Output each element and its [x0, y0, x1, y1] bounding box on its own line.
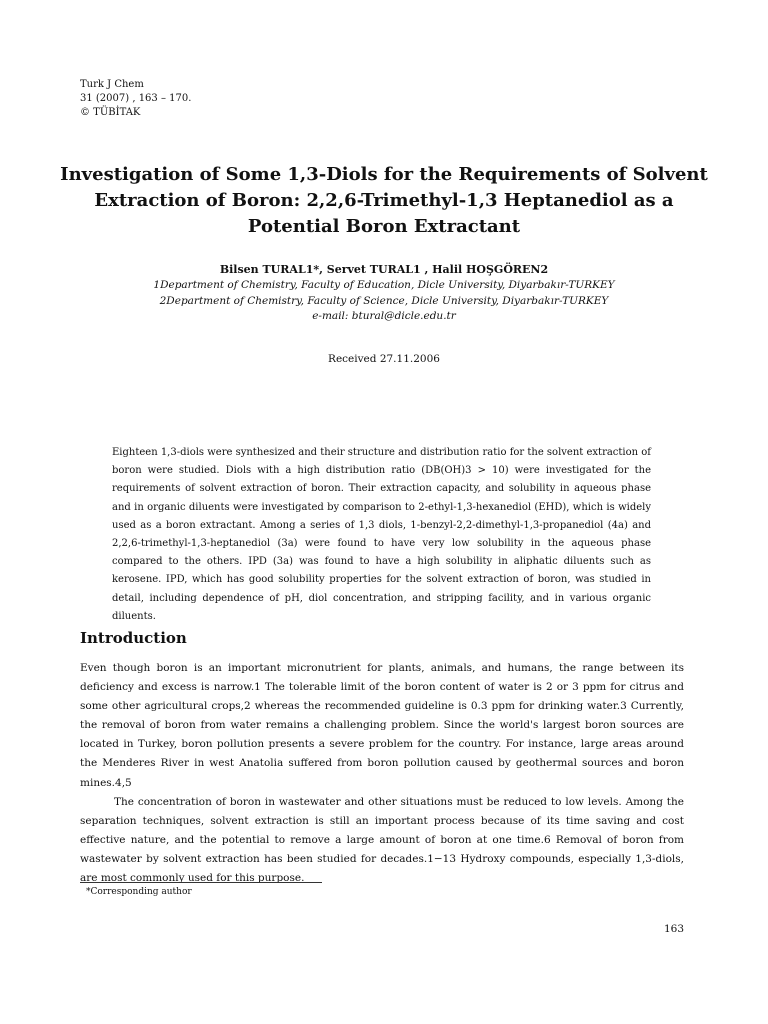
affiliation-1: 1Department of Chemistry, Faculty of Education, Dicle University, Diyarbakır-TURKEY — [153, 279, 615, 291]
journal-header — [80, 78, 191, 120]
author-list: Bilsen TURAL1*, Servet TURAL1 , Halil HOŞGÖREN2 — [219, 263, 549, 276]
journal-citation: 31 (2007) , 163 – 170. — [80, 93, 192, 104]
received-date: Received 27.11.2006 — [328, 353, 440, 365]
introduction-paragraph: The concentration of boron in wastewater and other situations must be reduced to low levels. Among the separation techniques, solvent extraction is still an important process because of its time saving and cost effective nature, and the potential to remove a large amount of boron at one time.6 Removal of boron from wastewater by solvent extraction has been studied for decades.1−13 Hydroxy compounds, especially 1,3-diols, are most commonly used for this purpose. — [80, 795, 684, 885]
footnote-divider — [80, 882, 322, 883]
journal-copyright: © TÜBİTAK — [80, 107, 141, 118]
abstract: Eighteen 1,3-diols were synthesized and their structure and distribution ratio for the solvent extraction of boron were studied. Diols with a high distribution ratio (DB(OH)3 > 10) were investigated for the requirements of solvent extraction of boron. Their extraction capacity, and solubility in aqueous phase and in organic diluents were investigated by comparison to 2-ethyl-1,3-hexanediol (EHD), which is widely used as a boron extractant. Among a series of 1,3 diols, 1-benzyl-2,2-dimethyl-1,3-propanediol (4a) and 2,2,6-trimethyl-1,3-heptanediol (3a) were found to have very low solubility in the aqueous phase compared to the others. IPD (3a) was found to have a high solubility in aliphatic diluents such as kerosene. IPD, which has good solubility properties for the solvent extraction of boron, was studied in detail, including dependence of pH, diol concentration, and stripping facility, and in various organic diluents. — [112, 447, 651, 622]
section-heading-introduction: Introduction — [80, 629, 187, 647]
paper-title: Investigation of Some 1,3-Diols for the Requirements of Solvent Extraction of Boron: 2,2,6-Trimethyl-1,3 Heptanediol as a Potential Boron Extractant — [60, 164, 708, 237]
introduction-body — [80, 659, 684, 888]
footnote: *Corresponding author — [86, 887, 192, 897]
page-number: 163 — [663, 923, 684, 935]
affiliation-2: 2Department of Chemistry, Faculty of Science, Dicle University, Diyarbakır-TURKEY — [159, 295, 609, 307]
author-email: e-mail: btural@dicle.edu.tr — [312, 310, 456, 322]
introduction-paragraph: Even though boron is an important micronutrient for plants, animals, and humans, the range between its deficiency and excess is narrow.1 The tolerable limit of the boron content of water is 2 or 3 ppm for citrus and some other agricultural crops,2 whereas the recommended guideline is 0.3 ppm for drinking water.3 Currently, the removal of boron from water remains a challenging problem. Since the world's largest boron sources are located in Turkey, boron pollution presents a severe problem for the country. For instance, large areas around the Menderes River in west Anatolia suffered from boron pollution caused by geothermal sources and boron mines.4,5 — [80, 662, 684, 789]
journal-name: Turk J Chem — [80, 79, 144, 90]
